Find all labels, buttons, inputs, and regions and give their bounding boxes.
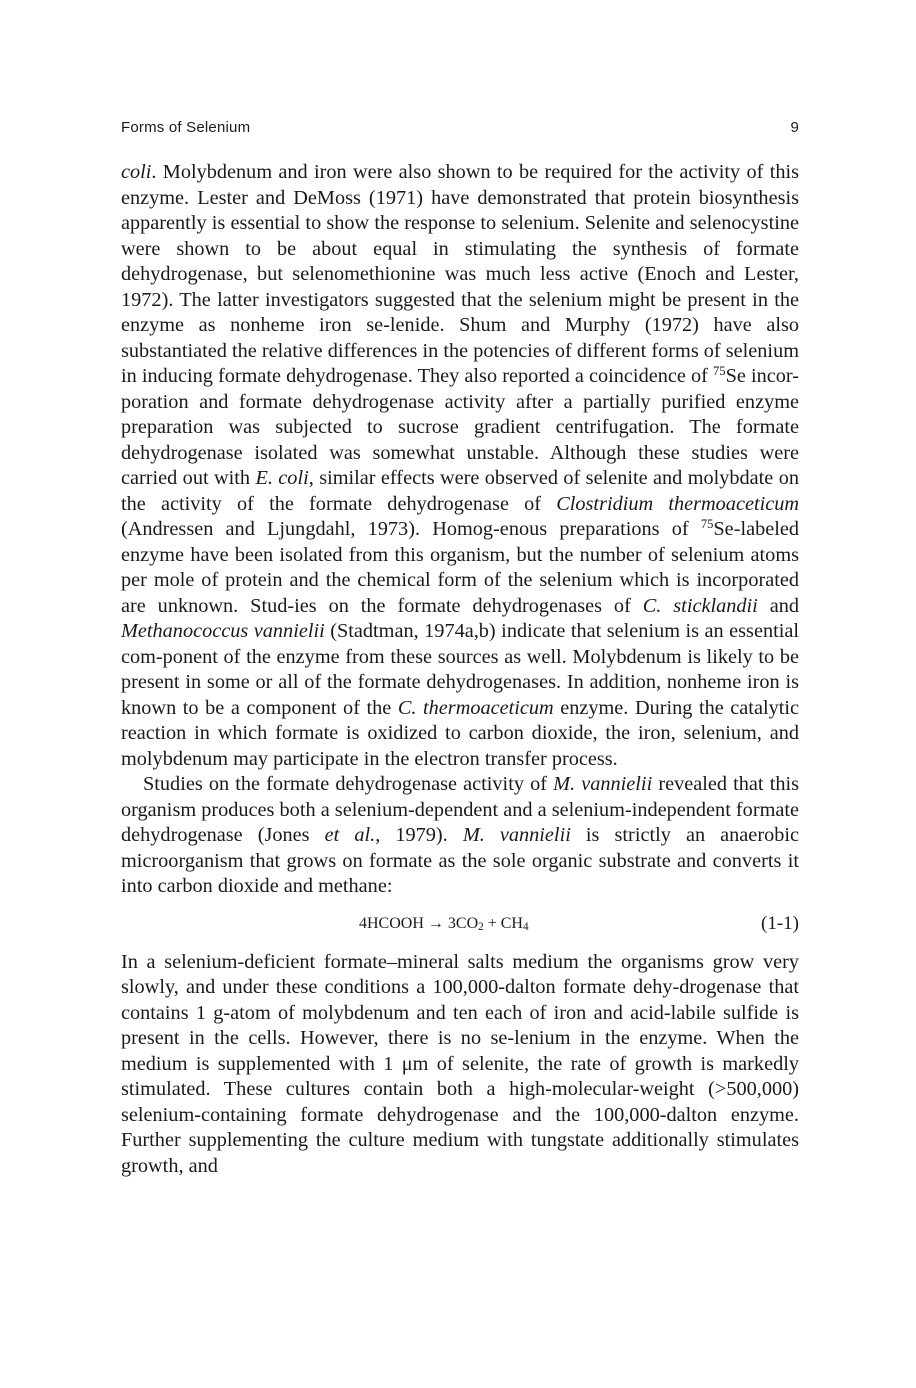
page-number: 9 <box>790 119 799 136</box>
paragraph-1-span: enzyme. During the catalytic reaction in which formate is oxidized to carbon dioxide, the iron, selenium, and molybdenum may participate in the electron transfer process. <box>121 696 799 770</box>
equation-1-1 <box>121 904 799 944</box>
paragraph-2-span: M. vannielii <box>462 824 571 846</box>
paragraph-1-span: E. coli <box>255 467 309 489</box>
paragraph-1 <box>121 160 799 772</box>
paragraph-1-span: , similar effects were observed of selenite and molybdate on the activity of the formate dehydrogenase of <box>121 467 799 515</box>
equation-lhs: 4HCOOH → 3CO <box>359 914 479 932</box>
equation-subscript: 2 <box>478 920 484 933</box>
paragraph-1-span: C. thermoaceticum <box>397 696 554 719</box>
paragraph-1-span: Clostridium thermoaceticum <box>556 492 800 515</box>
paragraph-1-span: C. sticklandii <box>642 594 758 617</box>
paragraph-2-span: revealed that this organism produces both a selenium-dependent and a selenium-independent formate dehydrogenase (Jones <box>121 773 799 846</box>
paragraph-1-span: Se-labeled enzyme have been isolated from this organism, but the number of selenium atoms per mole of protein and the chemical form of the selenium which is incorporated are unknown. Stud-ies on the formate dehydrogenases of <box>121 518 799 617</box>
paragraph-1-span: . Molybdenum and iron were also shown to be required for the activity of this enzyme. Lester and DeMoss (1971) have demonstrated that protein biosynthesis apparently is essential to show the response to selenium. Selenite and selenocystine were shown to be about equal in stimulating the synthesis of formate dehydrogenase, but selenomethionine was much less active (Enoch and Lester, 1972). The latter investigators suggested that the selenium might be present in the enzyme as nonheme iron se-lenide. Shum and Murphy (1972) have also substantiated the relative differences in the potencies of different forms of selenium in inducing formate dehydrogenase. They also reported a coincidence of <box>121 161 799 387</box>
isotope-superscript: 75 <box>700 517 714 532</box>
paragraph-1-span: Methanococcus vannielii <box>121 620 325 642</box>
paragraph-2-span: et al. <box>324 824 376 846</box>
paragraph-2-span: Studies on the formate dehydrogenase activity of <box>143 773 554 795</box>
running-head-title: Forms of Selenium <box>121 119 251 136</box>
paragraph-1-span: (Andressen and Ljungdahl, 1973). Homog-enous preparations of <box>121 518 701 540</box>
paragraph-1-span: coli <box>121 161 152 183</box>
isotope-superscript: 75 <box>713 364 726 379</box>
paragraph-1-span: (Stadtman, 1974a,b) indicate that selenium is an essential com-ponent of the enzyme from these sources as well. Molybdenum is likely to be present in some or all of the formate dehydrogenases. In addition, nonheme iron is known to be a component of the <box>121 620 799 719</box>
equation-subscript: 4 <box>522 920 529 933</box>
equation-body <box>359 904 529 944</box>
paragraph-2-span: is strictly an anaerobic microorganism that grows on formate as the sole organic substrate and converts it into carbon dioxide and methane: <box>121 824 799 897</box>
paragraph-1-span: and <box>757 594 800 617</box>
paragraph-1-span: Se incor-poration and formate dehydrogenase activity after a partially purified enzyme preparation was subjected to sucrose gradient centrifugation. The formate dehydrogenase isolated was somewhat unstable. Although these studies were carried out with <box>121 365 799 489</box>
equation-rhs: + CH <box>483 914 523 932</box>
paragraph-3-span: In a selenium-deficient formate–mineral salts medium the organisms grow very slowly, and under these conditions a 100,000-dalton formate dehy-drogenase that contains 1 g-atom of molybdenum and ten each of iron and acid-labile sulfide is present in the cells. However, there is no se-lenium in the enzyme. When the medium is supplemented with 1 μm of selenite, the rate of growth is markedly stimulated. These cultures contain both a high-molecular-weight (>500,000) selenium-containing formate dehydrogenase and the 100,000-dalton enzyme. Further supplementing the culture medium with tungstate additionally stimulates growth, and <box>121 950 799 1177</box>
paragraph-2 <box>121 772 799 900</box>
paragraph-2-span: M. vannielii <box>553 773 653 795</box>
paragraph-2-span: , 1979). <box>375 824 463 846</box>
paragraph-3 <box>121 950 799 1180</box>
equation-number: (1-1) <box>761 912 799 934</box>
body-text <box>121 160 799 1179</box>
running-head <box>121 119 799 139</box>
